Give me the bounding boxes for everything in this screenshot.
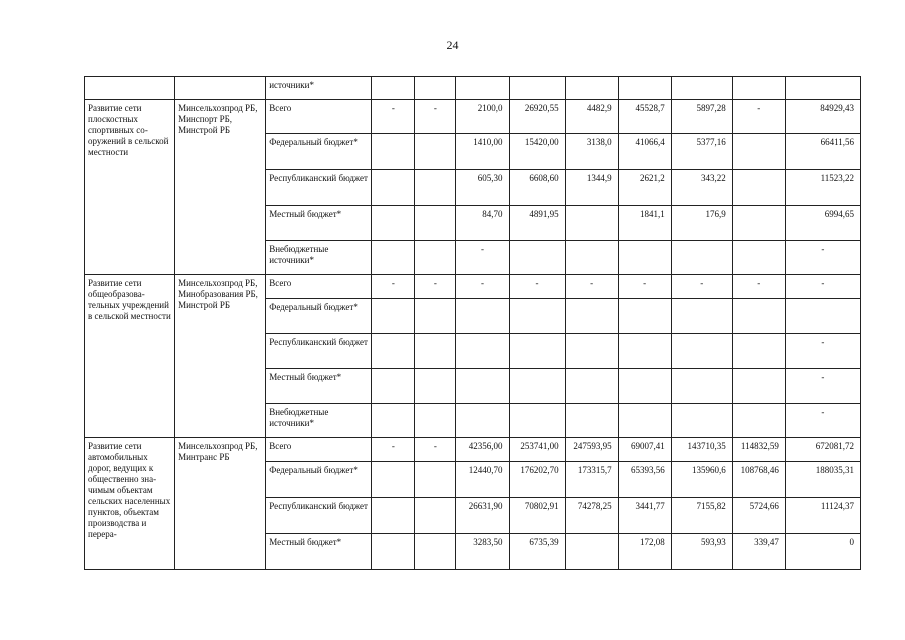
funding-source: Местный бюджет*	[266, 534, 372, 570]
amount-cell: 3283,50	[456, 534, 509, 570]
amount-cell: -	[785, 404, 860, 438]
amount-cell: 188035,31	[785, 462, 860, 498]
amount-cell	[618, 334, 671, 369]
amount-cell	[456, 369, 509, 404]
amount-cell	[372, 134, 415, 170]
amount-cell: 42356,00	[456, 438, 509, 462]
amount-cell: 172,08	[618, 534, 671, 570]
funding-source: Федеральный бюджет*	[266, 299, 372, 334]
amount-cell: 70802,91	[509, 498, 565, 534]
table-row-top	[85, 77, 861, 100]
amount-cell: 135960,6	[671, 462, 732, 498]
amount-cell: 66411,56	[785, 134, 860, 170]
amount-cell: 253741,00	[509, 438, 565, 462]
amount-cell: 1410,00	[456, 134, 509, 170]
amount-cell	[671, 241, 732, 275]
executor-names: Минсельхозпрод РБ, Минтранс РБ	[175, 438, 266, 570]
amount-cell	[618, 404, 671, 438]
table-body	[85, 77, 861, 570]
amount-cell	[618, 241, 671, 275]
amount-cell: 1344,9	[565, 170, 618, 206]
funding-source: Внебюджетные источники*	[266, 404, 372, 438]
amount-cell	[415, 299, 456, 334]
funding-source: Всего	[266, 100, 372, 134]
amount-cell: 41066,4	[618, 134, 671, 170]
amount-cell	[671, 369, 732, 404]
amount-cell: 74278,25	[565, 498, 618, 534]
amount-cell: -	[372, 100, 415, 134]
amount-cell	[415, 241, 456, 275]
amount-cell: -	[415, 275, 456, 299]
amount-cell	[415, 134, 456, 170]
amount-cell: -	[671, 275, 732, 299]
amount-cell	[415, 404, 456, 438]
amount-cell	[732, 134, 785, 170]
amount-cell	[415, 334, 456, 369]
amount-cell	[415, 534, 456, 570]
funding-source: Местный бюджет*	[266, 206, 372, 241]
funding-source: Внебюджетные источники*	[266, 241, 372, 275]
amount-cell	[415, 462, 456, 498]
amount-cell	[565, 299, 618, 334]
amount-cell	[372, 299, 415, 334]
funding-source: Местный бюджет*	[266, 369, 372, 404]
amount-cell	[372, 404, 415, 438]
amount-cell	[372, 462, 415, 498]
amount-cell: 6994,65	[785, 206, 860, 241]
amount-cell	[565, 241, 618, 275]
amount-cell: -	[785, 369, 860, 404]
funding-source: Республиканский бюджет	[266, 170, 372, 206]
amount-cell	[415, 170, 456, 206]
amount-cell: 3138,0	[565, 134, 618, 170]
amount-cell	[732, 241, 785, 275]
amount-cell	[565, 206, 618, 241]
amount-cell: 114832,59	[732, 438, 785, 462]
amount-cell	[565, 369, 618, 404]
amount-cell	[565, 534, 618, 570]
amount-cell	[456, 404, 509, 438]
amount-cell	[372, 206, 415, 241]
amount-cell: 5724,66	[732, 498, 785, 534]
funding-source: Федеральный бюджет*	[266, 462, 372, 498]
amount-cell: -	[509, 275, 565, 299]
program-cell	[85, 77, 175, 100]
amount-cell: 7155,82	[671, 498, 732, 534]
amount-cell	[372, 498, 415, 534]
funding-source: Республиканский бюджет	[266, 334, 372, 369]
amount-cell: 5377,16	[671, 134, 732, 170]
amount-cell	[732, 299, 785, 334]
program-name: Развитие сети общеобразовательных учреждений в сельской местности	[85, 275, 175, 438]
amount-cell: -	[372, 275, 415, 299]
amount-cell: 26920,55	[509, 100, 565, 134]
amount-cell: 593,93	[671, 534, 732, 570]
amount-cell: -	[732, 100, 785, 134]
amount-cell	[732, 206, 785, 241]
amount-cell: 2621,2	[618, 170, 671, 206]
amount-cell: -	[565, 275, 618, 299]
amount-cell: 12440,70	[456, 462, 509, 498]
amount-cell	[565, 334, 618, 369]
amount-cell	[509, 299, 565, 334]
amount-cell: 6735,39	[509, 534, 565, 570]
amount-cell: -	[732, 275, 785, 299]
funding-source: Всего	[266, 438, 372, 462]
amount-cell	[671, 334, 732, 369]
amount-cell	[415, 369, 456, 404]
source-cell: источники*	[266, 77, 372, 100]
amount-cell: -	[618, 275, 671, 299]
funding-source: Всего	[266, 275, 372, 299]
funding-source: Федеральный бюджет*	[266, 134, 372, 170]
amount-cell	[732, 334, 785, 369]
amount-cell: 143710,35	[671, 438, 732, 462]
amount-cell: -	[372, 438, 415, 462]
amount-cell	[565, 404, 618, 438]
executor-names: Минсельхозпрод РБ, Минспорт РБ, Минстрой РБ	[175, 100, 266, 275]
amount-cell: 605,30	[456, 170, 509, 206]
amount-cell	[456, 299, 509, 334]
funding-source: Республиканский бюджет	[266, 498, 372, 534]
amount-cell: 11124,37	[785, 498, 860, 534]
executor-names: Минсельхозпрод РБ, Минобразования РБ, Минстрой РБ	[175, 275, 266, 438]
amount-cell: 1841,1	[618, 206, 671, 241]
amount-cell: -	[456, 275, 509, 299]
amount-cell: 11523,22	[785, 170, 860, 206]
amount-cell: 0	[785, 534, 860, 570]
table-row	[85, 100, 861, 134]
amount-cell	[372, 369, 415, 404]
amount-cell	[732, 170, 785, 206]
amount-cell: 3441,77	[618, 498, 671, 534]
amount-cell: 173315,7	[565, 462, 618, 498]
amount-cell: 247593,95	[565, 438, 618, 462]
amount-cell	[732, 369, 785, 404]
amount-cell: 45528,7	[618, 100, 671, 134]
amount-cell: 2100,0	[456, 100, 509, 134]
amount-cell	[415, 206, 456, 241]
program-name: Развитие сети автомобильных дорог, ведущих к общественно значимым объектам сельских населенных пунктов, объектам производства и перера-	[85, 438, 175, 570]
amount-cell	[372, 334, 415, 369]
amount-cell	[785, 299, 860, 334]
amount-cell: 672081,72	[785, 438, 860, 462]
amount-cell: -	[456, 241, 509, 275]
amount-cell: 4482,9	[565, 100, 618, 134]
amount-cell	[372, 241, 415, 275]
amount-cell: -	[785, 334, 860, 369]
table-row	[85, 438, 861, 462]
amount-cell: 69007,41	[618, 438, 671, 462]
amount-cell	[509, 404, 565, 438]
amount-cell: 176202,70	[509, 462, 565, 498]
amount-cell: 339,47	[732, 534, 785, 570]
amount-cell: -	[785, 241, 860, 275]
amount-cell	[509, 241, 565, 275]
amount-cell: 6608,60	[509, 170, 565, 206]
funding-table	[84, 76, 861, 570]
amount-cell: 65393,56	[618, 462, 671, 498]
page-number: 24	[446, 38, 459, 52]
amount-cell	[671, 404, 732, 438]
amount-cell	[618, 369, 671, 404]
amount-cell: 176,9	[671, 206, 732, 241]
amount-cell: 84,70	[456, 206, 509, 241]
amount-cell: 15420,00	[509, 134, 565, 170]
amount-cell: -	[415, 100, 456, 134]
program-name: Развитие сети плоскостных спортивных сооружений в сельской местности	[85, 100, 175, 275]
amount-cell	[509, 334, 565, 369]
amount-cell	[372, 170, 415, 206]
amount-cell	[456, 334, 509, 369]
amount-cell: 5897,28	[671, 100, 732, 134]
amount-cell: 4891,95	[509, 206, 565, 241]
amount-cell: -	[785, 275, 860, 299]
amount-cell: 84929,43	[785, 100, 860, 134]
amount-cell	[732, 404, 785, 438]
amount-cell: 108768,46	[732, 462, 785, 498]
amount-cell	[415, 498, 456, 534]
executor-cell	[175, 77, 266, 100]
amount-cell	[372, 534, 415, 570]
amount-cell	[509, 369, 565, 404]
table-row	[85, 275, 861, 299]
amount-cell: -	[415, 438, 456, 462]
amount-cell	[671, 299, 732, 334]
amount-cell	[618, 299, 671, 334]
amount-cell: 343,22	[671, 170, 732, 206]
amount-cell: 26631,90	[456, 498, 509, 534]
